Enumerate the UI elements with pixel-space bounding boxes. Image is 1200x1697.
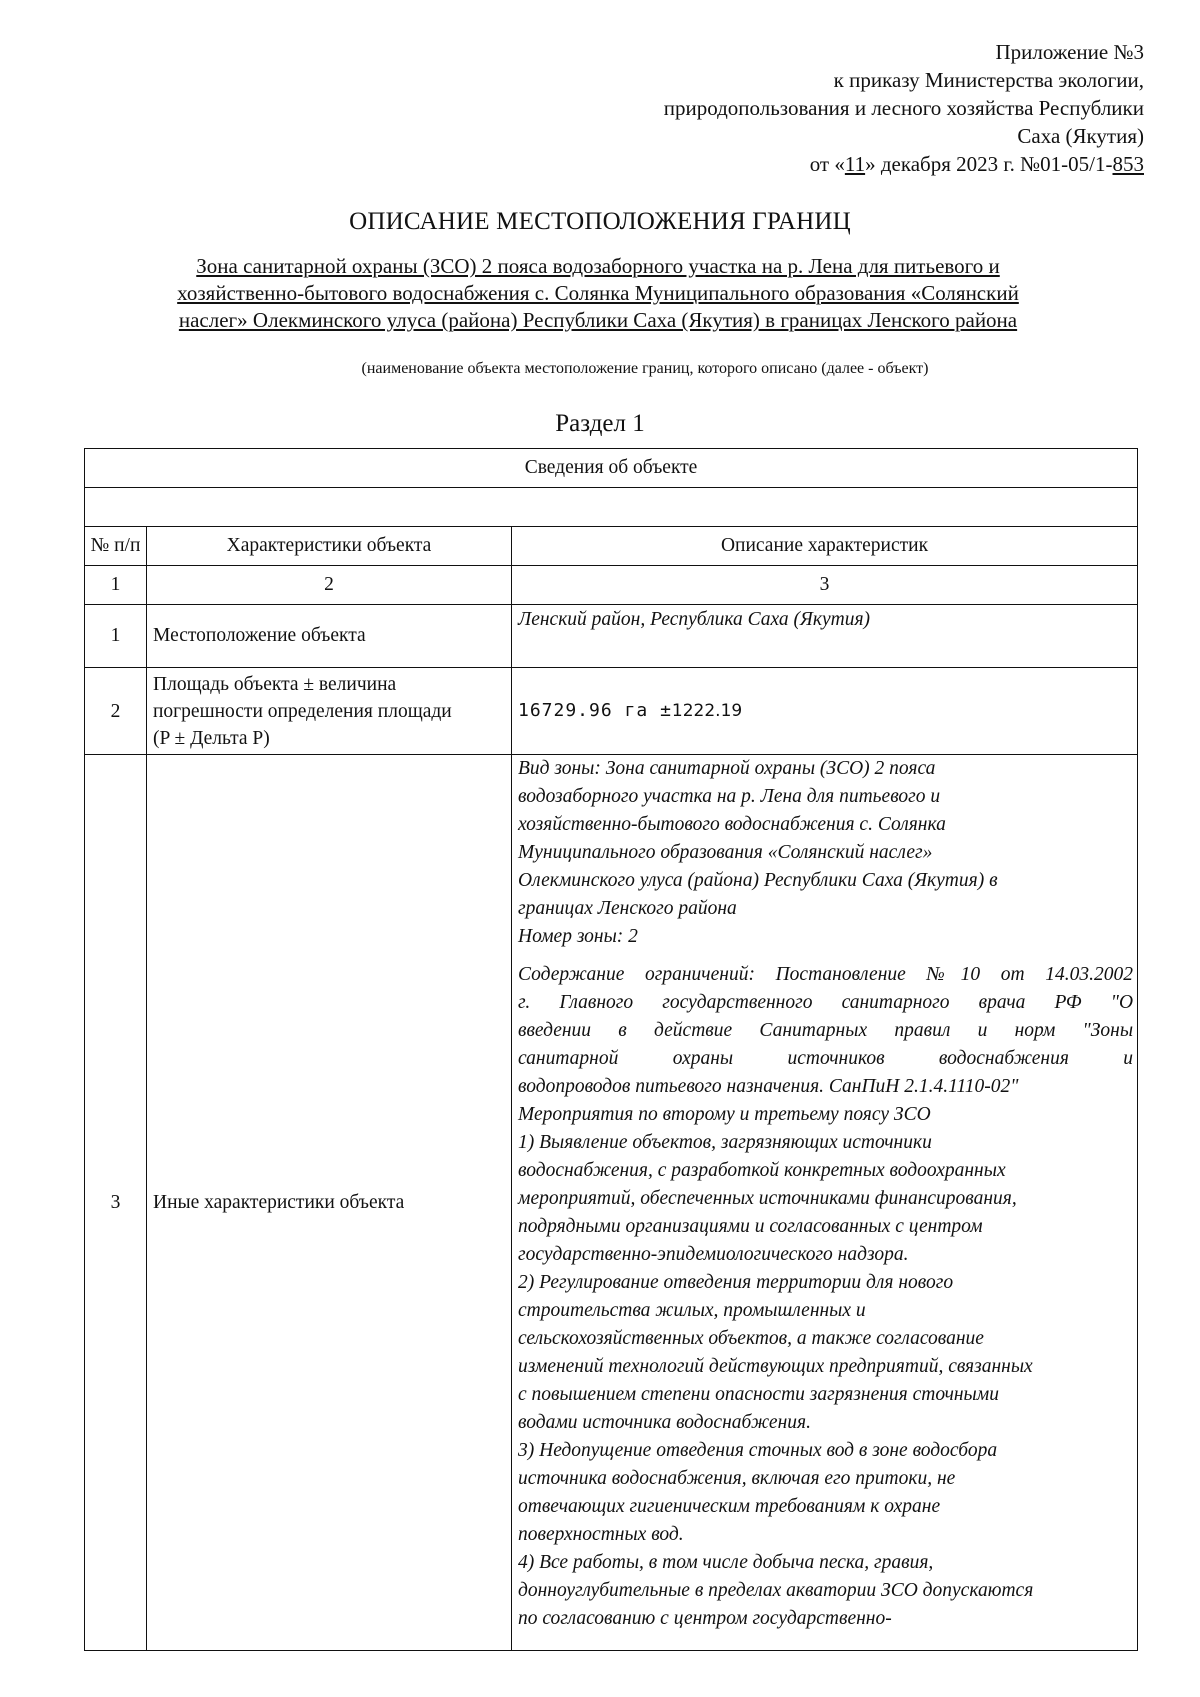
area-amount: 16729.96 га [518,700,649,721]
row-description [512,755,1138,1651]
row-number: 3 [85,755,147,1651]
measure-line: 4) Все работы, в том числе добыча песка, гравия, [518,1552,934,1573]
measures-heading: Мероприятия по второму и третьему поясу ЗСО [518,1104,931,1125]
column-number-1: 1 [85,566,147,605]
paragraph-gap [518,951,1133,961]
measure-line: водами источника водоснабжения. [518,1412,811,1433]
plus-minus-sign: ± [660,700,672,721]
order-date-line [664,150,1144,178]
zone-description [518,755,1133,951]
column-number-2: 2 [147,566,512,605]
date-middle: » декабря 2023 г. №01-05/1- [865,152,1113,176]
table-column-header-row [85,527,1138,566]
measure-line: отвечающих гигиеническим требованиям к охране [518,1496,941,1517]
restrictions-description [518,961,1133,1633]
restriction-line: Содержание ограничений: Постановление №10 от 14.03.2002 [518,964,1134,985]
column-number-3: 3 [512,566,1138,605]
object-name [96,253,1100,334]
appendix-label: Приложение №3 [995,40,1144,64]
zone-line: Муниципального образования «Солянский наслег» [518,842,933,863]
table-row [85,605,1138,668]
table-row [85,755,1138,1651]
republic-name-line: Саха (Якутия) [1017,124,1144,148]
order-day: 11 [844,152,866,176]
blank-cell [85,488,1138,527]
measure-line: по согласованию с центром государственно- [518,1608,892,1629]
row-number: 2 [85,668,147,755]
row-characteristic: Иные характеристики объекта [147,755,512,1651]
object-name-line-2: хозяйственно-бытового водоснабжения с. Солянка Муниципального образования «Солянский [177,281,1019,305]
zone-line: Олекминского улуса (района) Республики Саха (Якутия) в [518,870,998,891]
measure-line: мероприятий, обеспеченных источниками финансирования, [518,1188,1017,1209]
characteristic-line: погрешности определения площади [153,700,452,722]
object-name-line-3: наслег» Олекминского улуса (района) Республики Саха (Якутия) в границах Ленского района [178,308,1018,332]
date-prefix: от « [809,152,845,176]
restriction-line: г. Главного государственного санитарного врача РФ "О [518,992,1134,1013]
zone-line: Вид зоны: Зона санитарной охраны (ЗСО) 2 пояса [518,758,936,779]
column-header-description: Описание характеристик [512,527,1138,566]
measure-line: 2) Регулирование отведения территории для нового [518,1272,954,1293]
measure-line: подрядными организациями и согласованных с центром [518,1216,983,1237]
ministry-name-line: природопользования и лесного хозяйства Республики [663,96,1144,120]
row-description: Ленский район, Республика Саха (Якутия) [512,605,1138,668]
section-title: Раздел 1 [555,410,645,437]
restriction-line: санитарной охраны источников водоснабжения и [518,1048,1134,1069]
measure-line: строительства жилых, промышленных и [518,1300,866,1321]
table-blank-row [85,488,1138,527]
object-caption: (наименование объекта местоположение границ, которого описано (далее - объект) [361,360,929,377]
table-column-number-row [85,566,1138,605]
object-info-table [84,448,1138,1651]
characteristic-line: Площадь объекта ± величина [153,673,397,695]
object-name-line-1: Зона санитарной охраны (ЗСО) 2 пояса водозаборного участка на р. Лена для питьевого и [196,254,1000,278]
area-value [518,700,742,721]
characteristic-line: (P ± Дельта P) [153,727,270,749]
row-characteristic: Местоположение объекта [147,605,512,668]
zone-line: хозяйственно-бытового водоснабжения с. Солянка [518,814,946,835]
document-header [664,38,1144,178]
measure-line: источника водоснабжения, включая его притоки, не [518,1468,956,1489]
zone-line: водозаборного участка на р. Лена для питьевого и [518,786,941,807]
restriction-line: введении в действие Санитарных правил и норм "Зоны [518,1020,1134,1041]
order-number: 853 [1112,152,1144,176]
zone-number: Номер зоны: 2 [518,926,638,947]
zone-line: границах Ленского района [518,898,737,919]
area-error: 1222.19 [671,701,743,721]
order-reference-line: к приказу Министерства экологии, [833,68,1144,92]
measure-line: с повышением степени опасности загрязнения сточными [518,1384,999,1405]
column-header-number: № п/п [85,527,147,566]
column-header-characteristic: Характеристики объекта [147,527,512,566]
restriction-line: водопроводов питьевого назначения. СанПиН 2.1.4.1110-02" [518,1076,1019,1097]
measure-line: 1) Выявление объектов, загрязняющих источники [518,1132,932,1153]
measure-line: государственно-эпидемиологического надзора. [518,1244,909,1265]
row-number: 1 [85,605,147,668]
table-heading: Сведения об объекте [85,449,1138,488]
measure-line: донноуглубительные в пределах акватории ЗСО допускаются [518,1580,1034,1601]
table-row [85,668,1138,755]
measure-line: поверхностных вод. [518,1524,684,1545]
row-characteristic [147,668,512,755]
document-title: ОПИСАНИЕ МЕСТОПОЛОЖЕНИЯ ГРАНИЦ [349,208,851,235]
measure-line: 3) Недопущение отведения сточных вод в зоне водосбора [518,1440,998,1461]
measure-line: изменений технологий действующих предприятий, связанных [518,1356,1033,1377]
row-description [512,668,1138,755]
measure-line: водоснабжения, с разработкой конкретных водоохранных [518,1160,1006,1181]
table-heading-row [85,449,1138,488]
measure-line: сельскохозяйственных объектов, а также согласование [518,1328,984,1349]
